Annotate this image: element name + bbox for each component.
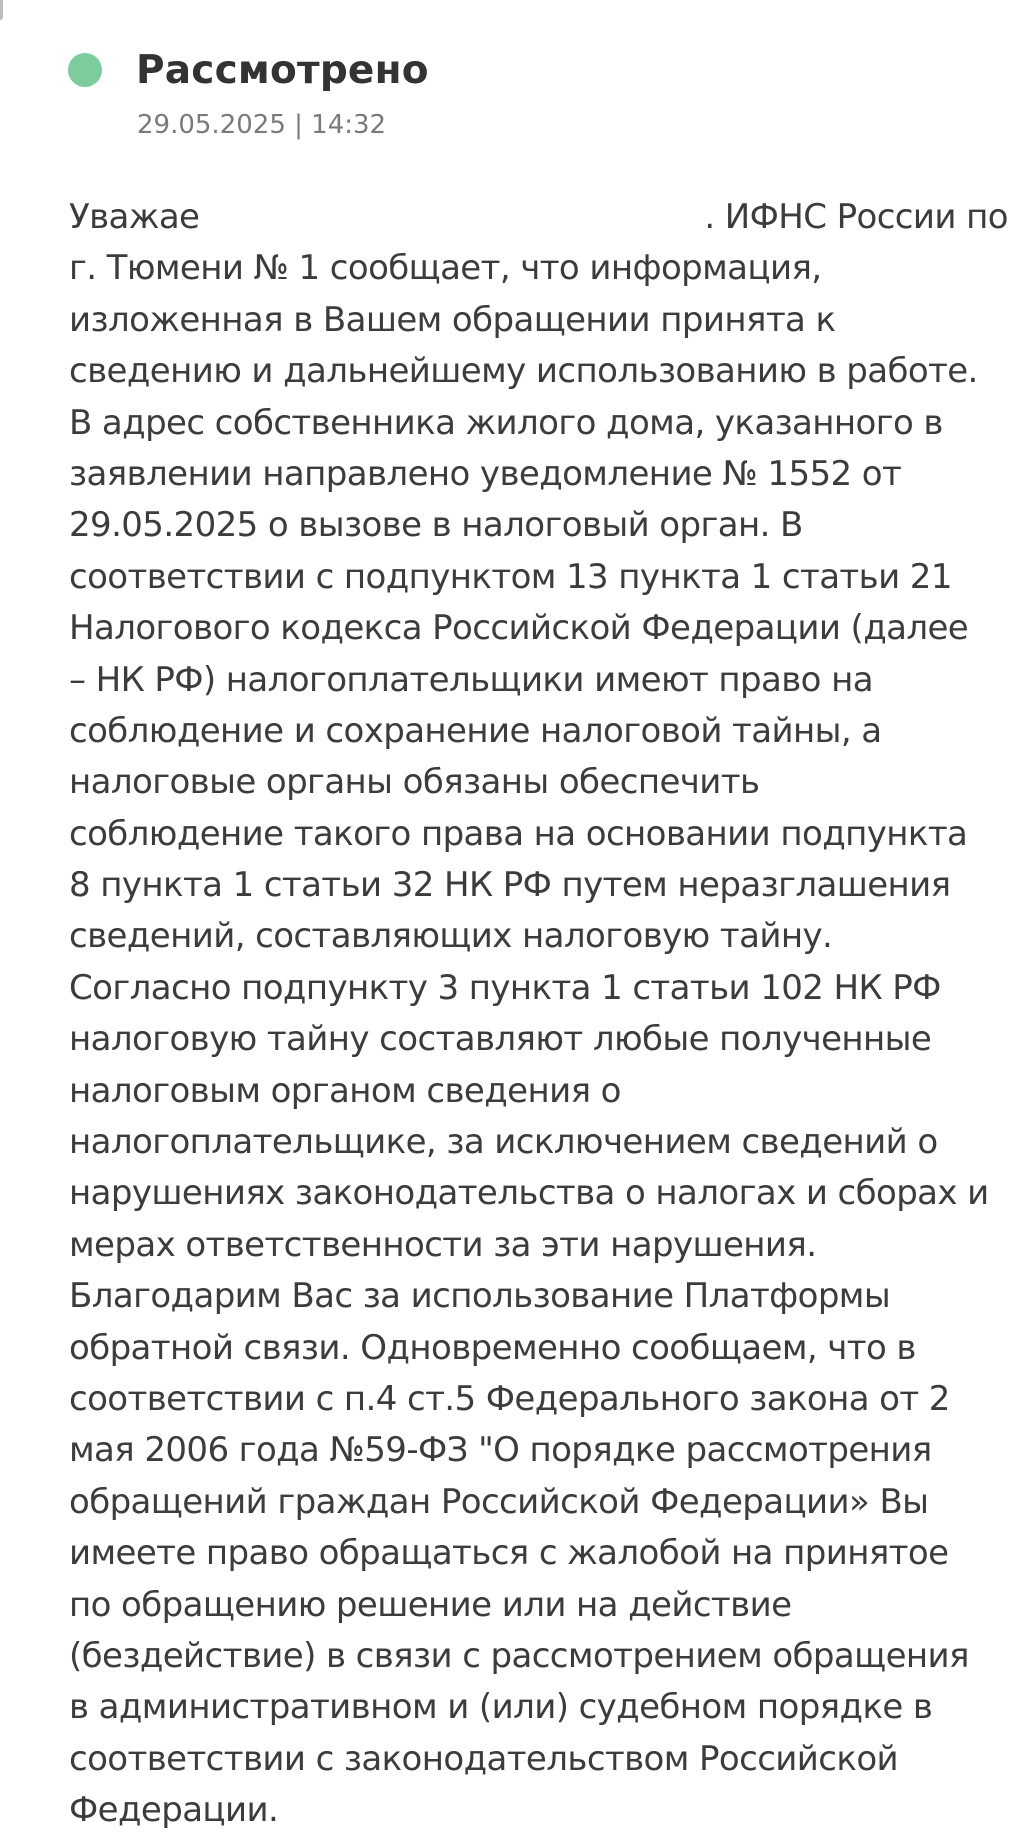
message-line: мерах ответственности за эти нарушения. — [69, 1224, 817, 1265]
message-line: Согласно подпункту 3 пункта 1 статьи 102 НК РФ — [69, 967, 941, 1008]
message-line: обращений граждан Российской Федерации» Вы — [69, 1481, 929, 1522]
message-line: мая 2006 года №59-ФЗ "О порядке рассмотрения — [69, 1430, 932, 1471]
message-line: В адрес собственника жилого дома, указанного в — [69, 402, 943, 443]
message-line: в административном и (или) судебном порядке в — [69, 1687, 933, 1728]
message-line: г. Тюмени № 1 сообщает, что информация, — [69, 248, 822, 289]
status-dot-icon — [68, 53, 102, 87]
message-line: изложенная в Вашем обращении принята к — [69, 299, 836, 340]
message-line: нарушениях законодательства о налогах и сборах и — [69, 1173, 989, 1214]
message-line: налоговую тайну составляют любые полученные — [69, 1019, 932, 1060]
message-line: Налогового кодекса Российской Федерации (далее — [69, 608, 969, 649]
message-line: имеете право обращаться с жалобой на принятое — [69, 1533, 949, 1574]
message-line: налоговым органом сведения о — [69, 1070, 621, 1111]
message-line: 8 пункта 1 статьи 32 НК РФ путем неразглашения — [69, 865, 951, 906]
status-datetime: 29.05.2025 | 14:32 — [137, 110, 387, 140]
redacted-text — [199, 194, 704, 234]
response-message — [69, 192, 1014, 1837]
message-greeting-end: . ИФНС России по — [704, 197, 1008, 237]
message-line: (бездействие) в связи с рассмотрением обращения — [69, 1635, 969, 1676]
message-line: соблюдение такого права на основании подпункта — [69, 813, 968, 854]
message-line: Федерации. — [69, 1790, 279, 1831]
message-line: налоговые органы обязаны обеспечить — [69, 762, 760, 803]
status-header — [68, 40, 429, 100]
message-line: по обращению решение или на действие — [69, 1584, 792, 1625]
message-line: сведению и дальнейшему использованию в работе. — [69, 351, 978, 392]
message-line: заявлении направлено уведомление № 1552 от — [69, 453, 902, 494]
message-line: соответствии с п.4 ст.5 Федерального закона от 2 — [69, 1378, 950, 1419]
message-greeting-start: Уважае — [69, 197, 200, 237]
message-line — [69, 192, 1014, 243]
message-line: Благодарим Вас за использование Платформы — [69, 1276, 891, 1317]
message-line: обратной связи. Одновременно сообщаем, что в — [69, 1327, 916, 1368]
message-line: 29.05.2025 о вызове в налоговый орган. В — [69, 505, 803, 546]
message-line: налогоплательщике, за исключением сведений о — [69, 1122, 938, 1163]
message-line: соблюдение и сохранение налоговой тайны, а — [69, 710, 882, 751]
status-title: Рассмотрено — [136, 47, 429, 93]
message-line: сведений, составляющих налоговую тайну. — [69, 916, 833, 957]
message-line: соответствии с законодательством Российской — [69, 1738, 899, 1779]
message-line: – НК РФ) налогоплательщики имеют право на — [69, 659, 873, 700]
message-line: соответствии с подпунктом 13 пункта 1 статьи 21 — [69, 556, 952, 597]
